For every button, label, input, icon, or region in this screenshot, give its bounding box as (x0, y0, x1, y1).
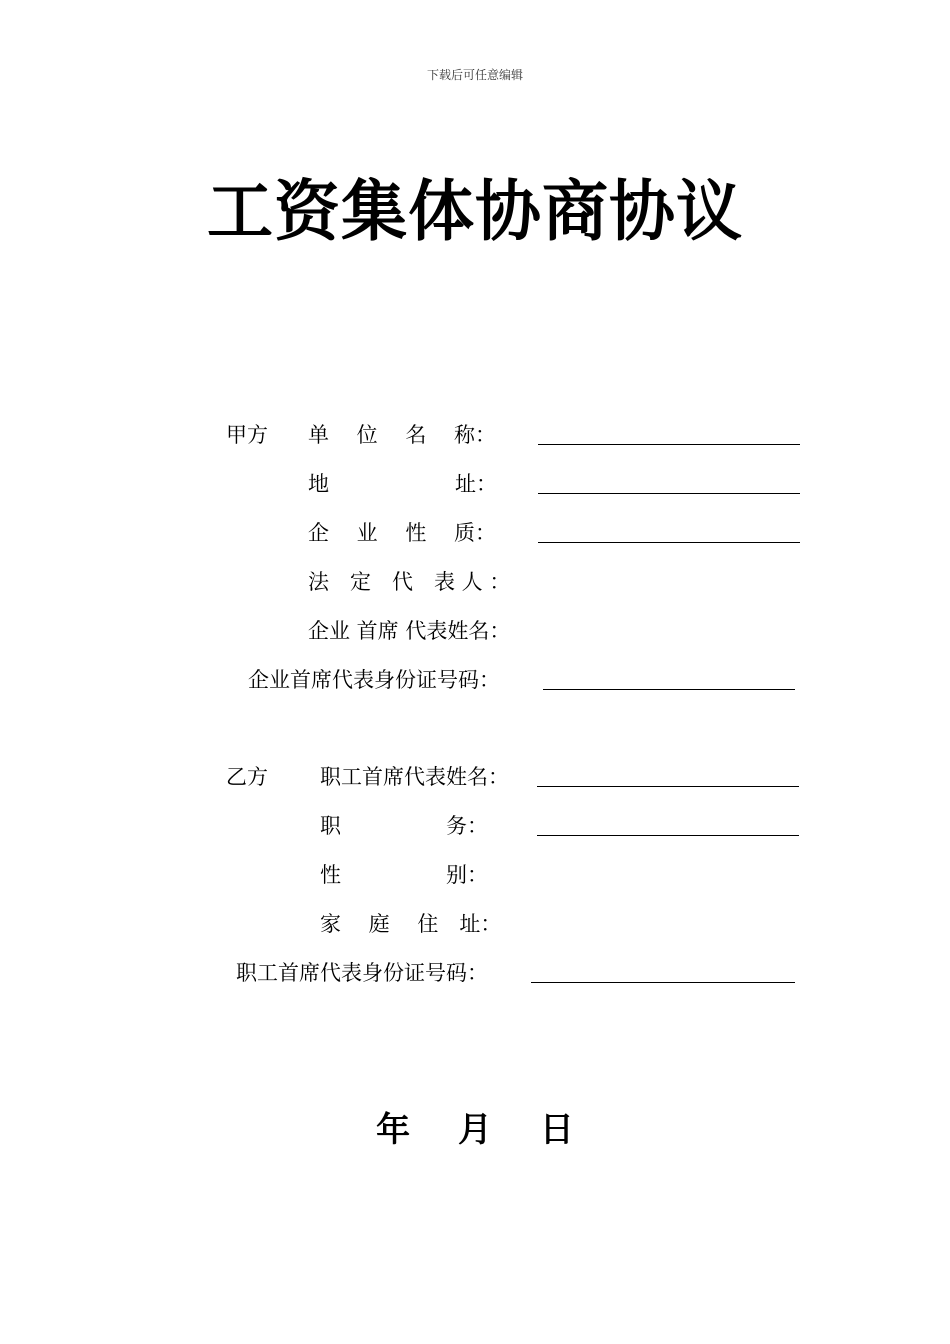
date-year: 年 (376, 1110, 411, 1150)
party-a-enterprise-nature-label: 企 业 性 质： (308, 521, 497, 545)
date-day: 日 (539, 1110, 574, 1150)
party-b-gender-label: 性 别： (320, 863, 488, 887)
party-b-home-address-label: 家 庭 住 址： (320, 912, 502, 936)
party-b-chief-rep-id-label: 职工首席代表身份证号码： (236, 961, 488, 985)
party-a-chief-rep-name-label: 企业 首席 代表姓名： (308, 619, 511, 643)
party-b-label: 乙方 (226, 765, 268, 789)
party-b-position-line[interactable] (537, 835, 799, 836)
party-a-unit-name-line[interactable] (538, 444, 800, 445)
party-b-chief-rep-id-line[interactable] (531, 982, 795, 983)
party-b-chief-rep-name-label: 职工首席代表姓名： (320, 765, 509, 789)
party-b-position-label: 职 务： (320, 814, 488, 838)
party-a-legal-rep-label: 法 定 代 表 人 ： (308, 570, 511, 594)
party-a-unit-name-label: 单 位 名 称： (308, 423, 497, 447)
party-a-address-label: 地 址： (308, 472, 497, 496)
party-a-enterprise-nature-line[interactable] (538, 542, 800, 543)
date-line (0, 1108, 950, 1152)
party-a-chief-rep-id-line[interactable] (543, 689, 795, 690)
document-title: 工资集体协商协议 (207, 173, 743, 250)
party-b-chief-rep-name-line[interactable] (537, 786, 799, 787)
date-month: 月 (458, 1110, 492, 1150)
party-a-chief-rep-id-label: 企业首席代表身份证号码： (248, 668, 500, 692)
header-note: 下载后可任意编辑 (426, 68, 523, 82)
party-a-label: 甲方 (226, 423, 268, 447)
party-a-address-line[interactable] (538, 493, 800, 494)
